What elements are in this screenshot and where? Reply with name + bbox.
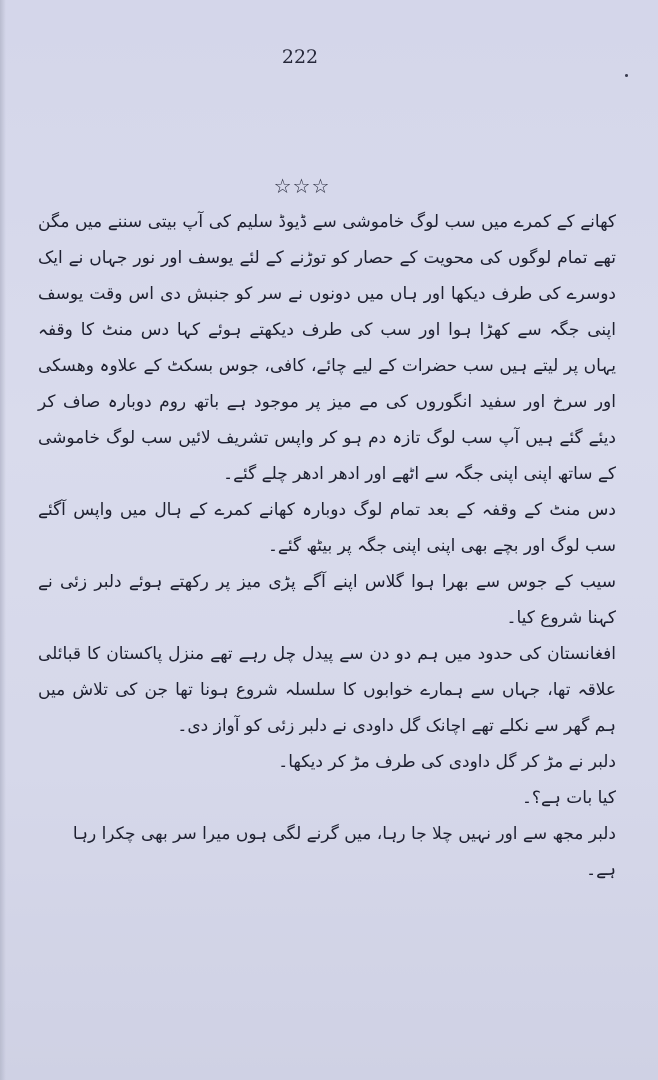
paragraph-2: دس منٹ کے وقفہ کے بعد تمام لوگ دوبارہ کھانے کمرے کے ہال میں واپس آگئے سب لوگ اور بچے بھی اپنی اپنی جگہ پر بیٹھ گئے۔ — [38, 500, 616, 556]
page-binding-shadow — [0, 0, 6, 1080]
urdu-body-text — [38, 204, 616, 888]
paragraph-1: کھانے کے کمرے میں سب لوگ خاموشی سے ڈیوڈ سلیم کی آپ بیتی سننے میں مگن تھے تمام لوگوں کی محویت کے حصار کو توڑنے کے لئے یوسف اور نور جہاں نے ایک دوسرے کی طرف دیکھا اور ہاں میں دونوں نے سر کو جنبش دی اس وقت یوسف اپنی جگہ سے کھڑا ہوا اور سب کی طرف دیکھتے ہوئے کہا دس منٹ کا وقفہ یہاں پر لیتے ہیں سب حضرات کے لیے چائے، کافی، جوس بسکٹ کے علاوہ وھسکی اور سرخ اور سفید انگوروں کی مے میز پر موجود ہے باتھ روم دوبارہ صاف کر دیئے گئے ہیں آپ سب لوگ تازہ دم ہو کر واپس تشریف لائیں سب لوگ خاموشی کے ساتھ اپنی اپنی جگہ سے اٹھے اور ادھر ادھر چلے گئے۔ — [38, 212, 616, 484]
page-number: 222 — [281, 46, 319, 68]
ink-speck — [625, 74, 628, 77]
paragraph-6: کیا بات ہے؟۔ — [521, 788, 616, 808]
paragraph-4: افغانستان کی حدود میں ہم دو دن سے پیدل چل رہے تھے منزل پاکستان کا قبائلی علاقہ تھا، جہاں سے ہمارے خوابوں کا سلسلہ شروع ہونا تھا جن کی تلاش میں ہم گھر سے نکلے تھے اچانک گل داودی نے دلبر زئی کو آواز دی۔ — [38, 644, 616, 736]
section-divider-stars: ☆☆☆ — [273, 174, 331, 198]
paragraph-7: دلبر مجھ سے اور نہیں چلا جا رہا، میں گرنے لگی ہوں میرا سر بھی چکرا رہا ہے۔ — [72, 824, 616, 880]
paragraph-3: سیب کے جوس سے بھرا ہوا گلاس اپنے آگے پڑی میز پر رکھتے ہوئے دلبر زئی نے کہنا شروع کیا۔ — [38, 572, 616, 628]
paragraph-5: دلبر نے مڑ کر گل داودی کی طرف مڑ کر دیکھا۔ — [278, 752, 616, 772]
